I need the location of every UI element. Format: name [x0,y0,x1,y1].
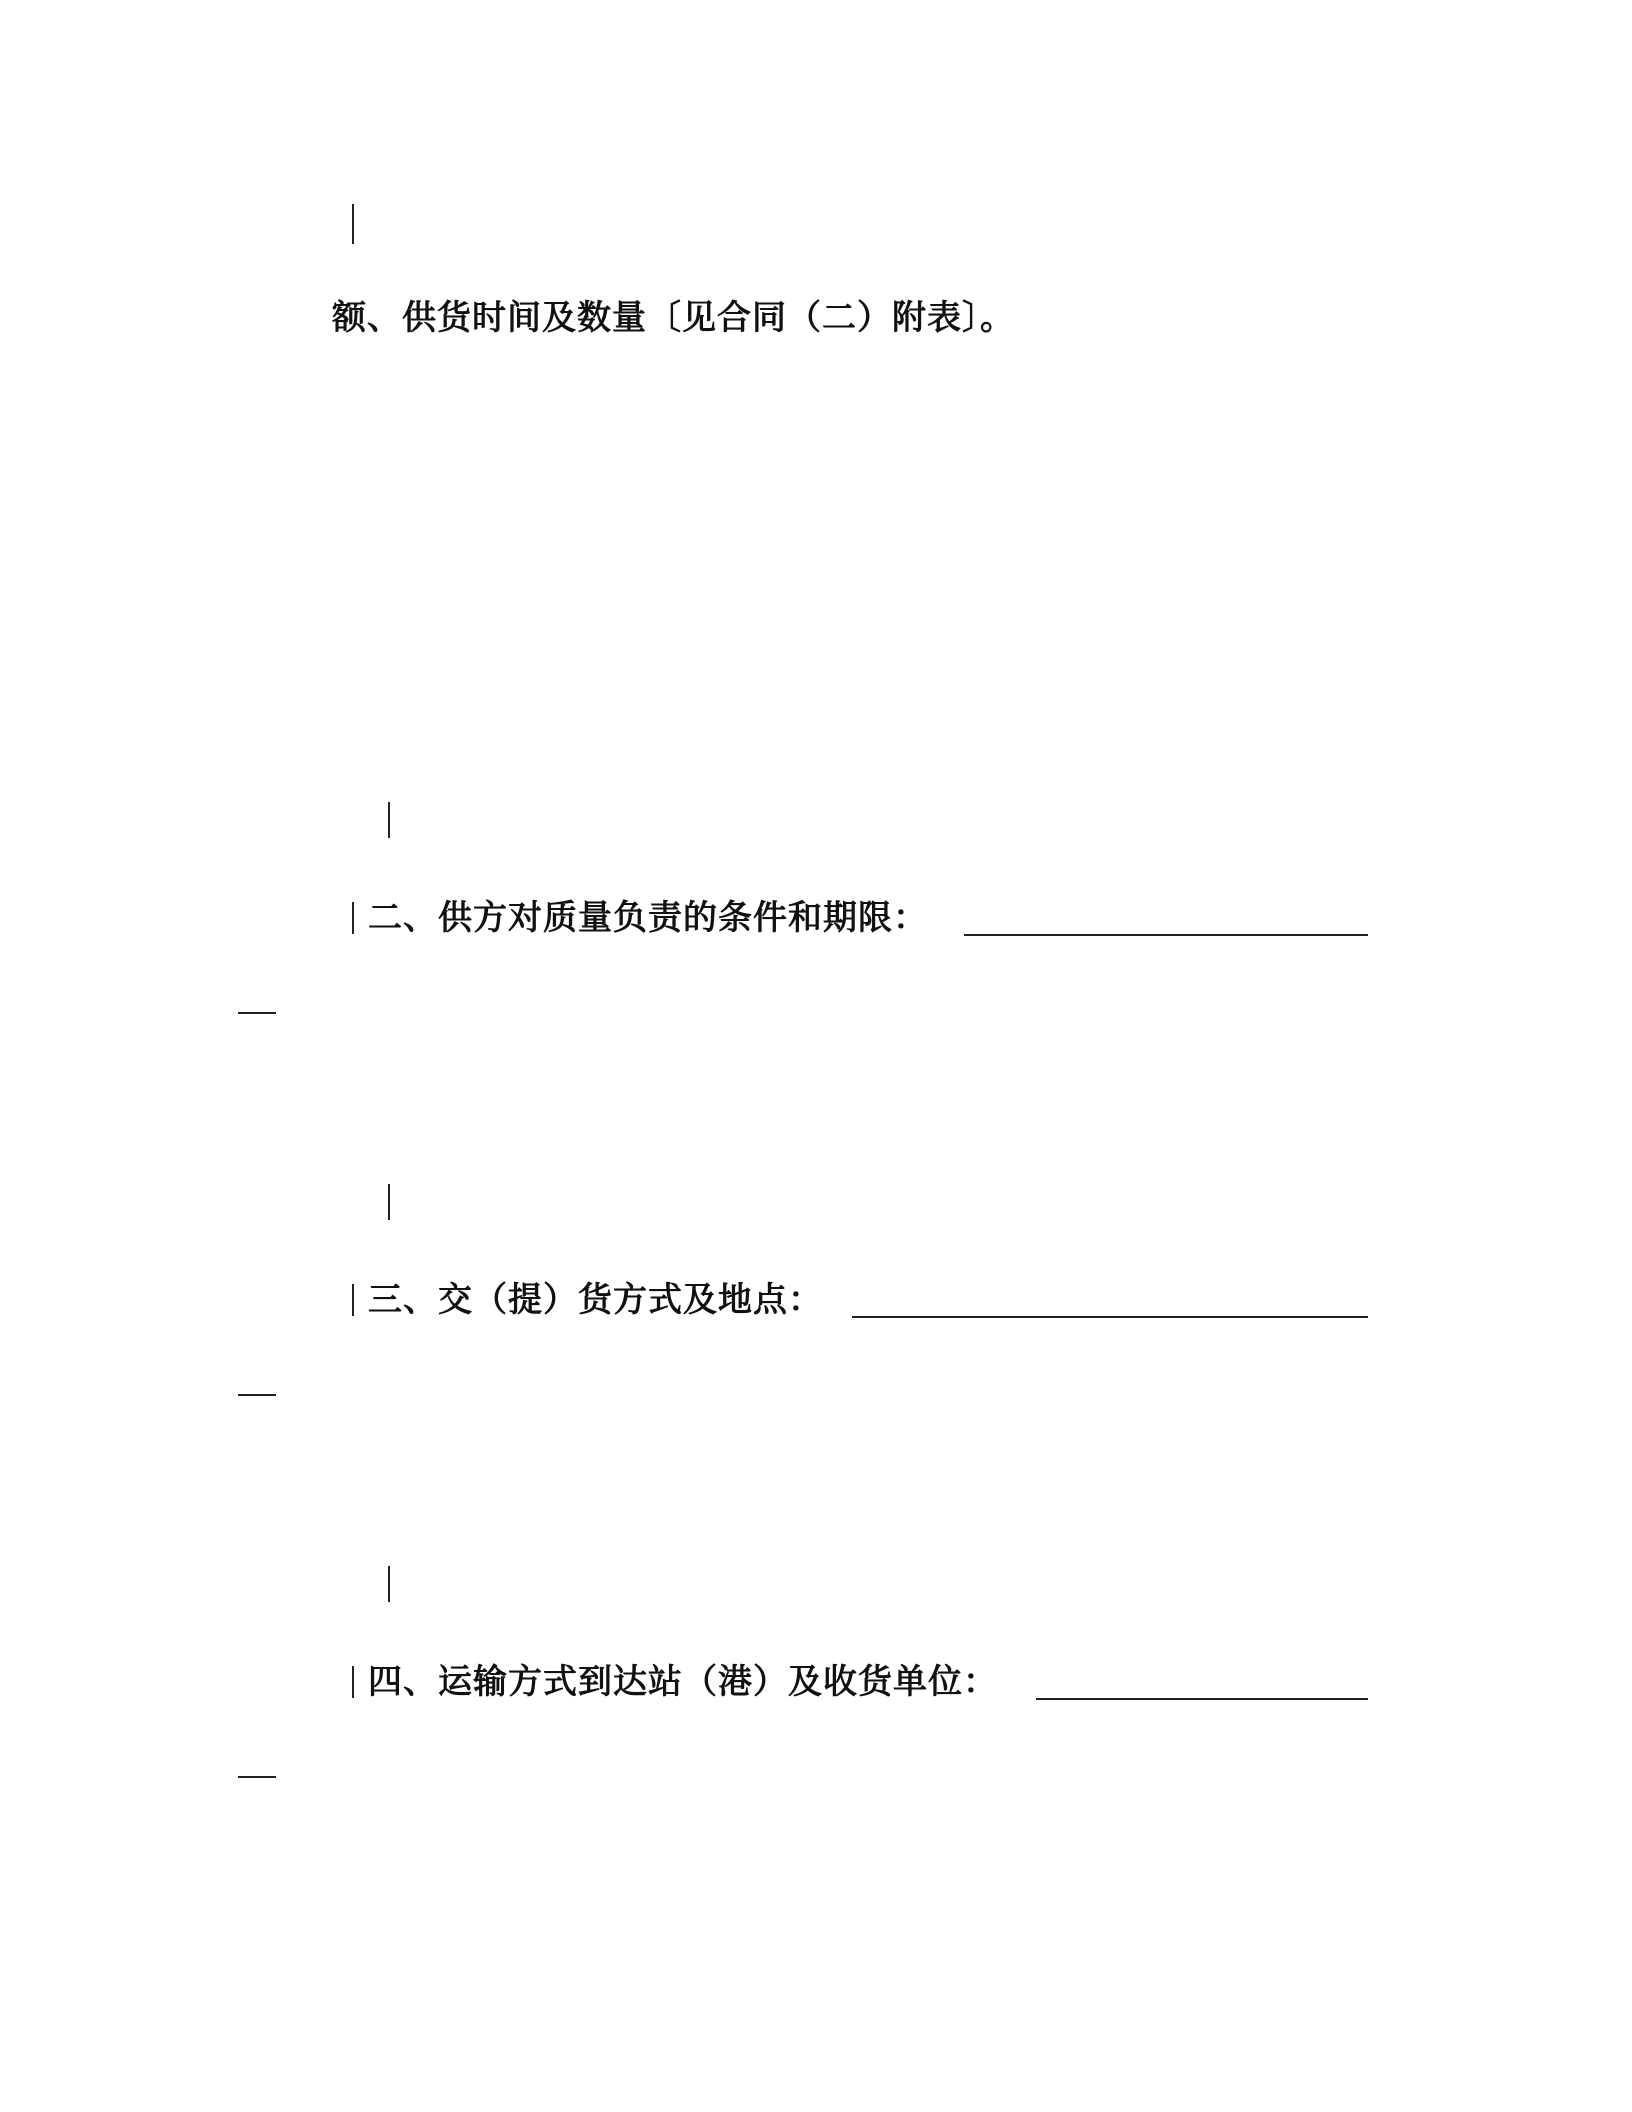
section-heading-delivery-method: 三、交（提）货方式及地点： [368,1280,823,1320]
section-heading-transport-method: 四、运输方式到达站（港）及收货单位： [368,1662,998,1702]
text-cursor-mark [388,1566,390,1602]
fill-in-blank-continuation[interactable] [238,1012,276,1014]
continuation-paragraph: 额、供货时间及数量〔见合同（二）附表〕。 [332,298,1015,338]
fill-in-blank-delivery-method[interactable] [852,1316,1368,1318]
paragraph-marker [352,902,354,934]
fill-in-blank-continuation[interactable] [238,1776,276,1778]
text-cursor-mark [352,204,354,244]
section-heading-quality-terms: 二、供方对质量负责的条件和期限： [368,898,928,938]
paragraph-marker [352,1284,354,1316]
text-cursor-mark [388,802,390,838]
fill-in-blank-quality-terms[interactable] [964,934,1368,936]
fill-in-blank-transport-method[interactable] [1036,1698,1368,1700]
paragraph-marker [352,1666,354,1698]
text-cursor-mark [388,1184,390,1220]
fill-in-blank-continuation[interactable] [238,1394,276,1396]
